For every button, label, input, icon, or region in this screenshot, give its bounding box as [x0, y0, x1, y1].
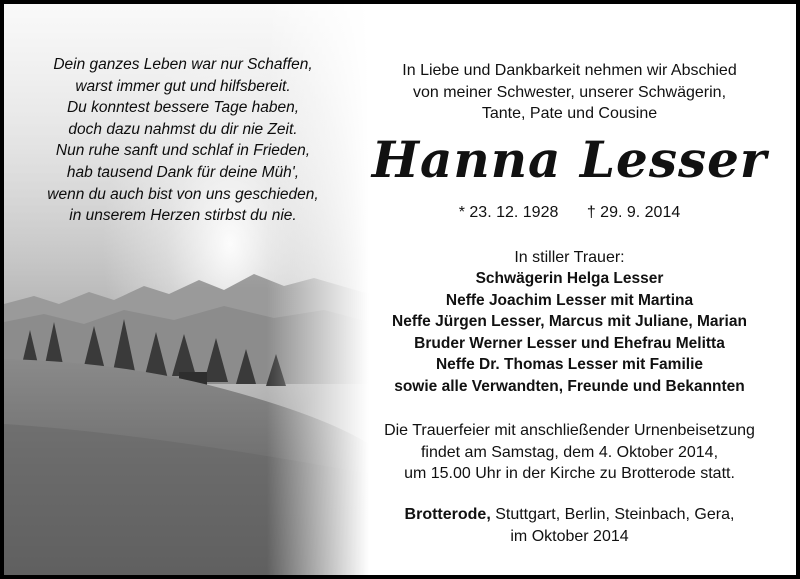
service-line: Die Trauerfeier mit anschließender Urnenbeisetzung [384, 422, 755, 439]
poem-line: in unserem Herzen stirbst du nie. [69, 207, 297, 225]
birth-date: * 23. 12. 1928 [458, 204, 559, 221]
poem-line: wenn du auch bist von uns geschieden, [47, 185, 319, 203]
intro-line: Tante, Pate und Cousine [481, 105, 658, 122]
memorial-poem [18, 54, 348, 227]
notice-date: im Oktober 2014 [510, 527, 629, 545]
intro-line: In Liebe und Dankbarkeit nehmen wir Abschied [402, 62, 737, 79]
funeral-service-info [349, 420, 790, 485]
landscape-photo [4, 4, 369, 575]
mourners-list [349, 268, 790, 397]
mourner-entry: Schwägerin Helga Lesser [475, 270, 664, 287]
service-line: um 15.00 Uhr in der Kirche zu Brotterode statt. [404, 465, 735, 482]
mourner-entry: Neffe Joachim Lesser mit Martina [445, 291, 694, 309]
mourning-heading: In stiller Trauer: [514, 249, 625, 266]
poem-line: hab tausend Dank für deine Müh', [66, 163, 300, 181]
place-rest: Stuttgart, Berlin, Steinbach, Gera, [490, 506, 735, 523]
deceased-name: Hanna Lesser [371, 130, 768, 189]
place-bold: Brotterode, [404, 506, 491, 523]
place-line [349, 504, 790, 526]
poem-line: warst immer gut und hilfsbereit. [75, 77, 291, 95]
poem-line: Nun ruhe sanft und schlaf in Frieden, [55, 142, 311, 160]
place-and-date [349, 504, 790, 547]
poem-line: Dein ganzes Leben war nur Schaffen, [53, 56, 313, 73]
service-line: findet am Samstag, dem 4. Oktober 2014, [420, 443, 719, 461]
intro-line: von meiner Schwester, unserer Schwägerin, [412, 83, 727, 101]
poem-line: doch dazu nahmst du dir nie Zeit. [68, 120, 298, 138]
death-date: † 29. 9. 2014 [586, 204, 681, 221]
farewell-intro [349, 60, 790, 125]
mourner-entry: Neffe Jürgen Lesser, Marcus mit Juliane, Marian [392, 313, 747, 330]
mourner-entry: Neffe Dr. Thomas Lesser mit Familie [435, 356, 704, 373]
poem-line: Du konntest bessere Tage haben, [66, 99, 300, 117]
life-dates [349, 204, 790, 222]
mourner-entry: Bruder Werner Lesser und Ehefrau Melitta [414, 334, 725, 352]
mourner-entry: sowie alle Verwandten, Freunde und Bekannten [394, 377, 745, 395]
